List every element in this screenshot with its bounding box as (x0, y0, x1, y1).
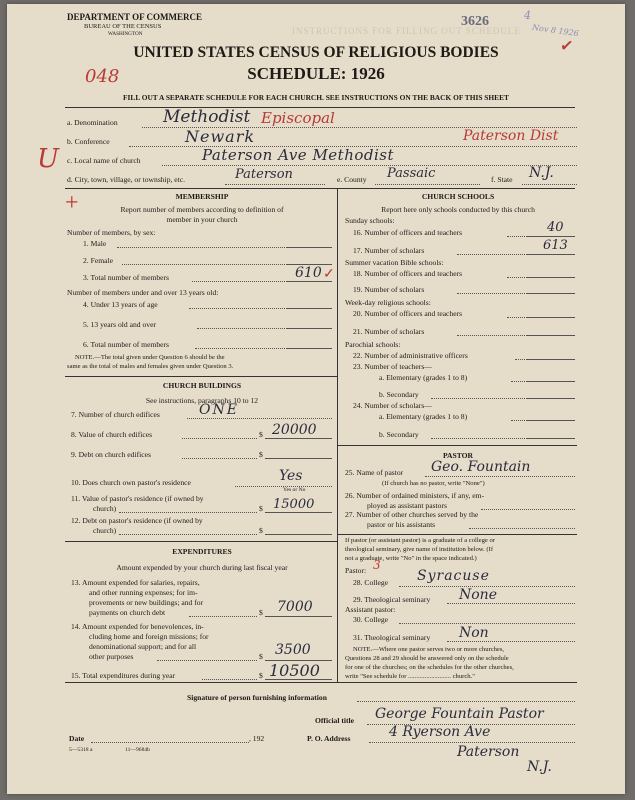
q31-value: Non (459, 625, 489, 641)
state-line (522, 184, 577, 185)
membership-note1: NOTE.—The total given under Question 6 should be the (75, 354, 225, 361)
q15-dollar: $ (259, 671, 263, 680)
code-mark: 048 (85, 66, 120, 87)
date-label: Date (69, 734, 85, 743)
schools-sunday: Sunday schools: (345, 216, 395, 225)
q14-value: 3500 (275, 642, 311, 658)
church-label: c. Local name of church (67, 156, 141, 165)
q14b-label: cluding home and foreign missions; for (89, 632, 209, 641)
q9-dollar: $ (259, 450, 263, 459)
expenditures-sub: Amount expended by your church during last fiscal year (116, 563, 288, 572)
q13c-label: provements or new buildings; and for (89, 598, 204, 607)
q28-label: 28. College (353, 578, 389, 587)
q11a-label: 11. Value of pastor's residence (if owned by (71, 494, 204, 503)
state-label: f. State (491, 175, 513, 184)
signature-label: Signature of person furnishing information (187, 693, 327, 702)
q27a-label: 27. Number of other churches served by the (345, 510, 479, 519)
q17-value: 613 (543, 238, 568, 253)
schools-summer: Summer vacation Bible schools: (345, 258, 444, 267)
q5-label: 5. 13 years old and over (83, 320, 156, 329)
grad-note1: If pastor (or assistant pastor) is a graduate of a college or (345, 537, 495, 544)
q15-value: 10500 (269, 661, 320, 680)
q8-value: 20000 (272, 422, 317, 438)
pastor-label: Pastor: (345, 566, 367, 575)
q15-label: 15. Total expenditures during year (71, 671, 176, 680)
stamp-date: Nov 8 1926 (531, 22, 580, 39)
pastor-note1: NOTE.—Where one pastor serves two or more churches, (353, 646, 505, 653)
q10-value: Yes (279, 468, 303, 484)
corner-number: 4 (524, 9, 531, 22)
bureau-city: WASHINGTON (108, 31, 143, 37)
pastor-title: PASTOR (442, 451, 474, 460)
official-label: Official title (315, 716, 355, 725)
city-label: d. City, town, village, or township, etc. (67, 175, 186, 184)
q27b-label: pastor or his assistants (367, 520, 436, 529)
q2-label: 2. Female (83, 256, 113, 265)
date-year: , 192 (249, 734, 265, 743)
q21-label: 21. Number of scholars (353, 327, 425, 336)
q13a-label: 13. Amount expended for salaries, repairs, (71, 578, 200, 587)
church-line (162, 165, 577, 166)
pastor-note4: write "See schedule for .......................... church." (345, 673, 475, 680)
county-line (375, 184, 480, 185)
q11-dollar: $ (259, 504, 263, 513)
q14c-label: denominational support; and for all (89, 642, 197, 651)
denomination-red: Episcopal (261, 109, 335, 127)
q23-label: 23. Number of teachers— (353, 362, 432, 371)
q28-value: Syracuse (417, 568, 490, 584)
city-line (225, 184, 325, 185)
district-red: Paterson Dist (463, 128, 559, 144)
q29-label: 29. Theological seminary (353, 595, 431, 604)
q19-label: 19. Number of scholars (353, 285, 425, 294)
instruction-line: FILL OUT A SEPARATE SCHEDULE FOR EACH CHURCH. SEE INSTRUCTIONS ON THE BACK OF THIS SHEET (123, 93, 509, 102)
q11b-label: church) (93, 504, 117, 513)
schools-weekday: Week-day religious schools: (345, 298, 431, 307)
po-value3: N.J. (527, 759, 552, 775)
q24-label: 24. Number of scholars— (353, 401, 432, 410)
dept-name: DEPARTMENT OF COMMERCE (67, 12, 203, 22)
pastor-note3: for one of the churches; on the schedules for the other churches, (345, 664, 514, 671)
schools-parochial: Parochial schools: (345, 340, 401, 349)
divider (65, 188, 575, 189)
q12-dollar: $ (259, 526, 263, 535)
q3-check: ✓ (323, 267, 335, 282)
q3-label: 3. Total number of members (83, 273, 170, 282)
q14a-label: 14. Amount expended for benevolences, in- (71, 622, 204, 631)
q22-label: 22. Number of administrative officers (353, 351, 468, 360)
pastor-note2: Questions 28 and 29 should be answered only on the schedule (345, 655, 509, 662)
q3-value: 610 (295, 265, 322, 281)
q13d-label: payments on church debt (89, 608, 166, 617)
bureau-name: BUREAU OF THE CENSUS (84, 23, 162, 30)
margin-scribble: U (37, 144, 59, 174)
q25-value: Geo. Fountain (431, 459, 531, 475)
q23a-label: a. Elementary (grades 1 to 8) (379, 373, 468, 382)
q7-value: ONE (199, 402, 239, 418)
q13-dollar: $ (259, 608, 263, 617)
q10-hint: Yes or No (283, 487, 306, 493)
membership-intro2: member in your church (166, 215, 238, 224)
denomination-label: a. Denomination (67, 118, 118, 127)
q29-value: None (459, 587, 497, 603)
q6-label: 6. Total number of members (83, 340, 170, 349)
stamp-number: 3626 (461, 14, 489, 29)
schools-title: CHURCH SCHOOLS (421, 192, 495, 201)
state-value: N.J. (529, 165, 554, 181)
check-mark: ✓ (558, 37, 575, 56)
q11-value: 15000 (273, 497, 315, 512)
q26a-label: 26. Number of ordained ministers, if any, em- (345, 491, 485, 500)
q24b-label: b. Secondary (379, 430, 419, 439)
po-value1: 4 Ryerson Ave (389, 724, 491, 740)
q8-label: 8. Value of church edifices (71, 430, 153, 439)
schools-intro: Report here only schools conducted by this church (381, 205, 535, 214)
membership-title: MEMBERSHIP (175, 192, 229, 201)
column-divider (337, 188, 338, 682)
q13b-label: and other running expenses; for im- (89, 588, 198, 597)
grad-note2: theological seminary, give name of institution below. (If (345, 546, 494, 553)
q16-value: 40 (547, 220, 564, 235)
census-form-sheet (7, 4, 625, 794)
q20-label: 20. Number of officers and teachers (353, 309, 463, 318)
form-subtitle: SCHEDULE: 1926 (247, 64, 385, 83)
q8-dollar: $ (259, 430, 263, 439)
q24a-label: a. Elementary (grades 1 to 8) (379, 412, 468, 421)
membership-intro1: Report number of members according to definition of (120, 205, 284, 214)
city-value: Paterson (235, 167, 293, 182)
q25-hint: (If church has no pastor, write "None") (382, 480, 485, 487)
q18-label: 18. Number of officers and teachers (353, 269, 463, 278)
form-title: UNITED STATES CENSUS OF RELIGIOUS BODIES (133, 44, 499, 61)
official-value: George Fountain Pastor (375, 706, 544, 722)
form-number-2: 11—9684b (125, 747, 150, 753)
divider (65, 107, 575, 108)
buildings-sub: See instructions, paragraphs 10 to 12 (145, 396, 259, 405)
membership-age-head: Number of members under and over 13 years old: (67, 288, 219, 297)
q25-label: 25. Name of pastor (345, 468, 404, 477)
membership-bysex: Number of members, by sex: (67, 228, 156, 237)
denomination-value: Methodist (163, 107, 251, 127)
q26b-label: ployed as assistant pastors (367, 501, 447, 510)
q14-dollar: $ (259, 652, 263, 661)
conference-value: Newark (185, 127, 256, 146)
q31-label: 31. Theological seminary (353, 633, 431, 642)
bleed-through-text: INSTRUCTIONS FOR FILLING OUT SCHEDULE (292, 26, 521, 36)
q10-label: 10. Does church own pastor's residence (71, 478, 191, 487)
q23b-label: b. Secondary (379, 390, 419, 399)
q13-value: 7000 (277, 599, 313, 615)
q30-label: 30. College (353, 615, 389, 624)
po-value2: Paterson (457, 744, 520, 760)
q7-label: 7. Number of church edifices (71, 410, 160, 419)
pastor-mark: 3 (373, 558, 381, 572)
q16-label: 16. Number of officers and teachers (353, 228, 463, 237)
county-label: e. County (337, 175, 367, 184)
church-value: Paterson Ave Methodist (202, 146, 395, 164)
county-value: Passaic (387, 166, 436, 181)
form-number: 5—5318 a (69, 747, 93, 753)
expenditures-title: EXPENDITURES (172, 547, 232, 556)
conference-label: b. Conference (67, 137, 110, 146)
q4-label: 4. Under 13 years of age (83, 300, 158, 309)
q1-label: 1. Male (83, 239, 107, 248)
q12a-label: 12. Debt on pastor's residence (if owned by (71, 516, 203, 525)
asst-label: Assistant pastor: (345, 605, 396, 614)
q9-label: 9. Debt on church edifices (71, 450, 151, 459)
membership-note2: same as the total of males and females given under Question 3. (67, 363, 234, 370)
q12b-label: church) (93, 526, 117, 535)
margin-plus: + (65, 190, 79, 216)
po-label: P. O. Address (307, 734, 351, 743)
grad-note3: not a graduate, write "No" in the space indicated.) (345, 555, 477, 562)
q17-label: 17. Number of scholars (353, 246, 425, 255)
q14d-label: other purposes (89, 652, 134, 661)
buildings-title: CHURCH BUILDINGS (162, 381, 242, 390)
